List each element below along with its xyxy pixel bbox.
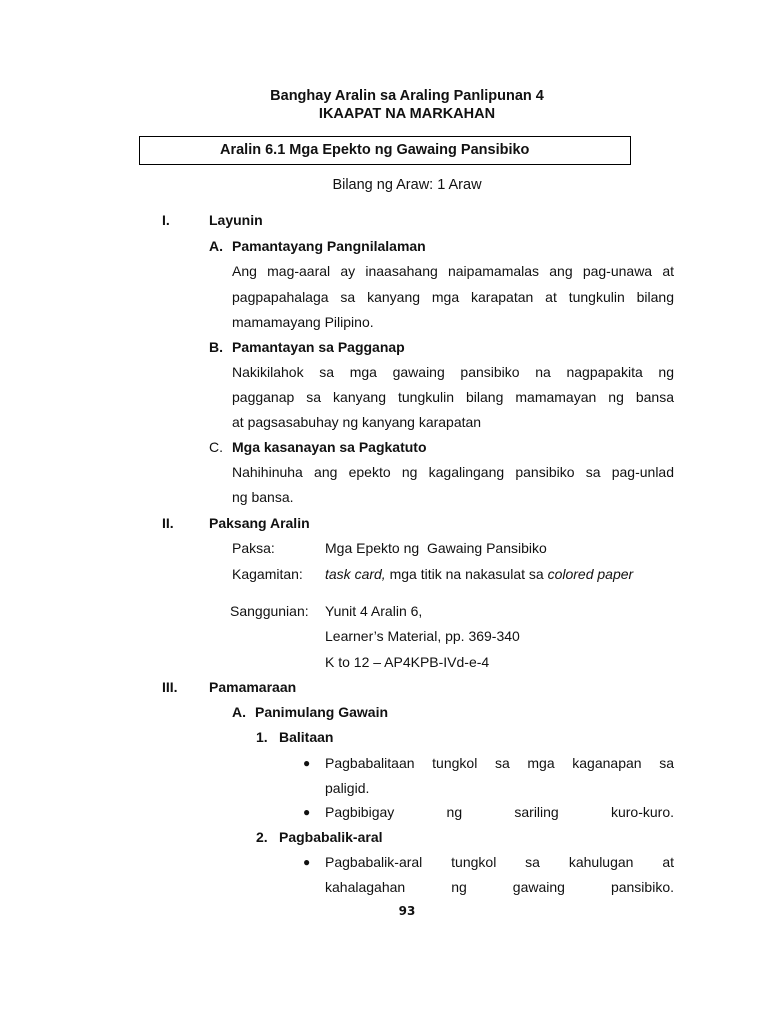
sanggunian-line: K to 12 – AP4KPB-IVd-e-4 [325, 654, 490, 670]
paragraph-line: pagpapahalaga sa kanyang mga karapatan at tungkulin bilang [232, 289, 674, 305]
bullet-line: kahalagahan ng gawaing pansibiko. [325, 879, 674, 895]
paragraph-line: Nakikilahok sa mga gawaing pansibiko na nagpapakita ng [232, 364, 674, 380]
days-count: Bilang ng Araw: 1 Araw [332, 177, 482, 193]
kagamitan-italic-1: task card, [325, 566, 386, 582]
kagamitan-label: Kagamitan: [232, 566, 303, 582]
subsection-c-label: C. [209, 439, 223, 455]
subsection-c-title: Mga kasanayan sa Pagkatuto [232, 439, 427, 455]
subsection-b-label: B. [209, 339, 223, 355]
paragraph-line: Nahihinuha ang epekto ng kagalingang pansibiko sa pag-unlad [232, 464, 674, 480]
bullet-icon: ● [303, 805, 311, 819]
section-3-number: III. [162, 679, 178, 695]
bullet-line: paligid. [325, 780, 370, 796]
subsection-a-title: Pamantayang Pangnilalaman [232, 238, 426, 254]
item-2-label: 2. [256, 829, 268, 845]
quarter-title: IKAAPAT NA MARKAHAN [318, 106, 496, 122]
page-number: 93 [398, 904, 416, 918]
item-1-label: 1. [256, 729, 268, 745]
sanggunian-label: Sanggunian: [230, 603, 309, 619]
paragraph-line: ng bansa. [232, 489, 294, 505]
section-2-title: Paksang Aralin [209, 515, 310, 531]
kagamitan-italic-2: colored paper [547, 566, 634, 582]
document-title: Banghay Aralin sa Araling Panlipunan 4 [270, 88, 544, 104]
bullet-icon: ● [303, 855, 311, 869]
kagamitan-value [325, 566, 633, 582]
sanggunian-line: Yunit 4 Aralin 6, [325, 603, 423, 619]
bullet-line: Pagbibigay ng sariling kuro-kuro. [325, 804, 674, 820]
paragraph-line: at pagsasabuhay ng kanyang karapatan [232, 414, 482, 430]
item-2-title: Pagbabalik-aral [279, 829, 383, 845]
section-1-title: Layunin [209, 212, 263, 228]
subsection-a-label: A. [232, 704, 246, 720]
subsection-b-title: Pamantayan sa Pagganap [232, 339, 405, 355]
paragraph-line: mamamayang Pilipino. [232, 314, 374, 330]
subsection-a-title: Panimulang Gawain [255, 704, 389, 720]
lesson-title-box [139, 136, 631, 165]
subsection-a-label: A. [209, 238, 223, 254]
paksa-value: Mga Epekto ng Gawaing Pansibiko [325, 540, 547, 556]
sanggunian-line: Learner’s Material, pp. 369-340 [325, 628, 520, 644]
bullet-line: Pagbabalitaan tungkol sa mga kaganapan sa [325, 755, 674, 771]
lesson-title: Aralin 6.1 Mga Epekto ng Gawaing Pansibiko [220, 142, 530, 158]
paksa-label: Paksa: [232, 540, 275, 556]
paragraph-line: pagganap sa kanyang tungkulin bilang mamamayan ng bansa [232, 389, 674, 405]
section-1-number: I. [162, 212, 170, 228]
paragraph-line: Ang mag-aaral ay inaasahang naipamamalas ang pag-unawa at [232, 263, 674, 279]
kagamitan-text: mga titik na nakasulat sa [385, 566, 548, 582]
bullet-line: Pagbabalik-aral tungkol sa kahulugan at [325, 854, 674, 870]
section-2-number: II. [162, 515, 174, 531]
section-3-title: Pamamaraan [209, 679, 297, 695]
bullet-icon: ● [303, 756, 311, 770]
item-1-title: Balitaan [279, 729, 334, 745]
